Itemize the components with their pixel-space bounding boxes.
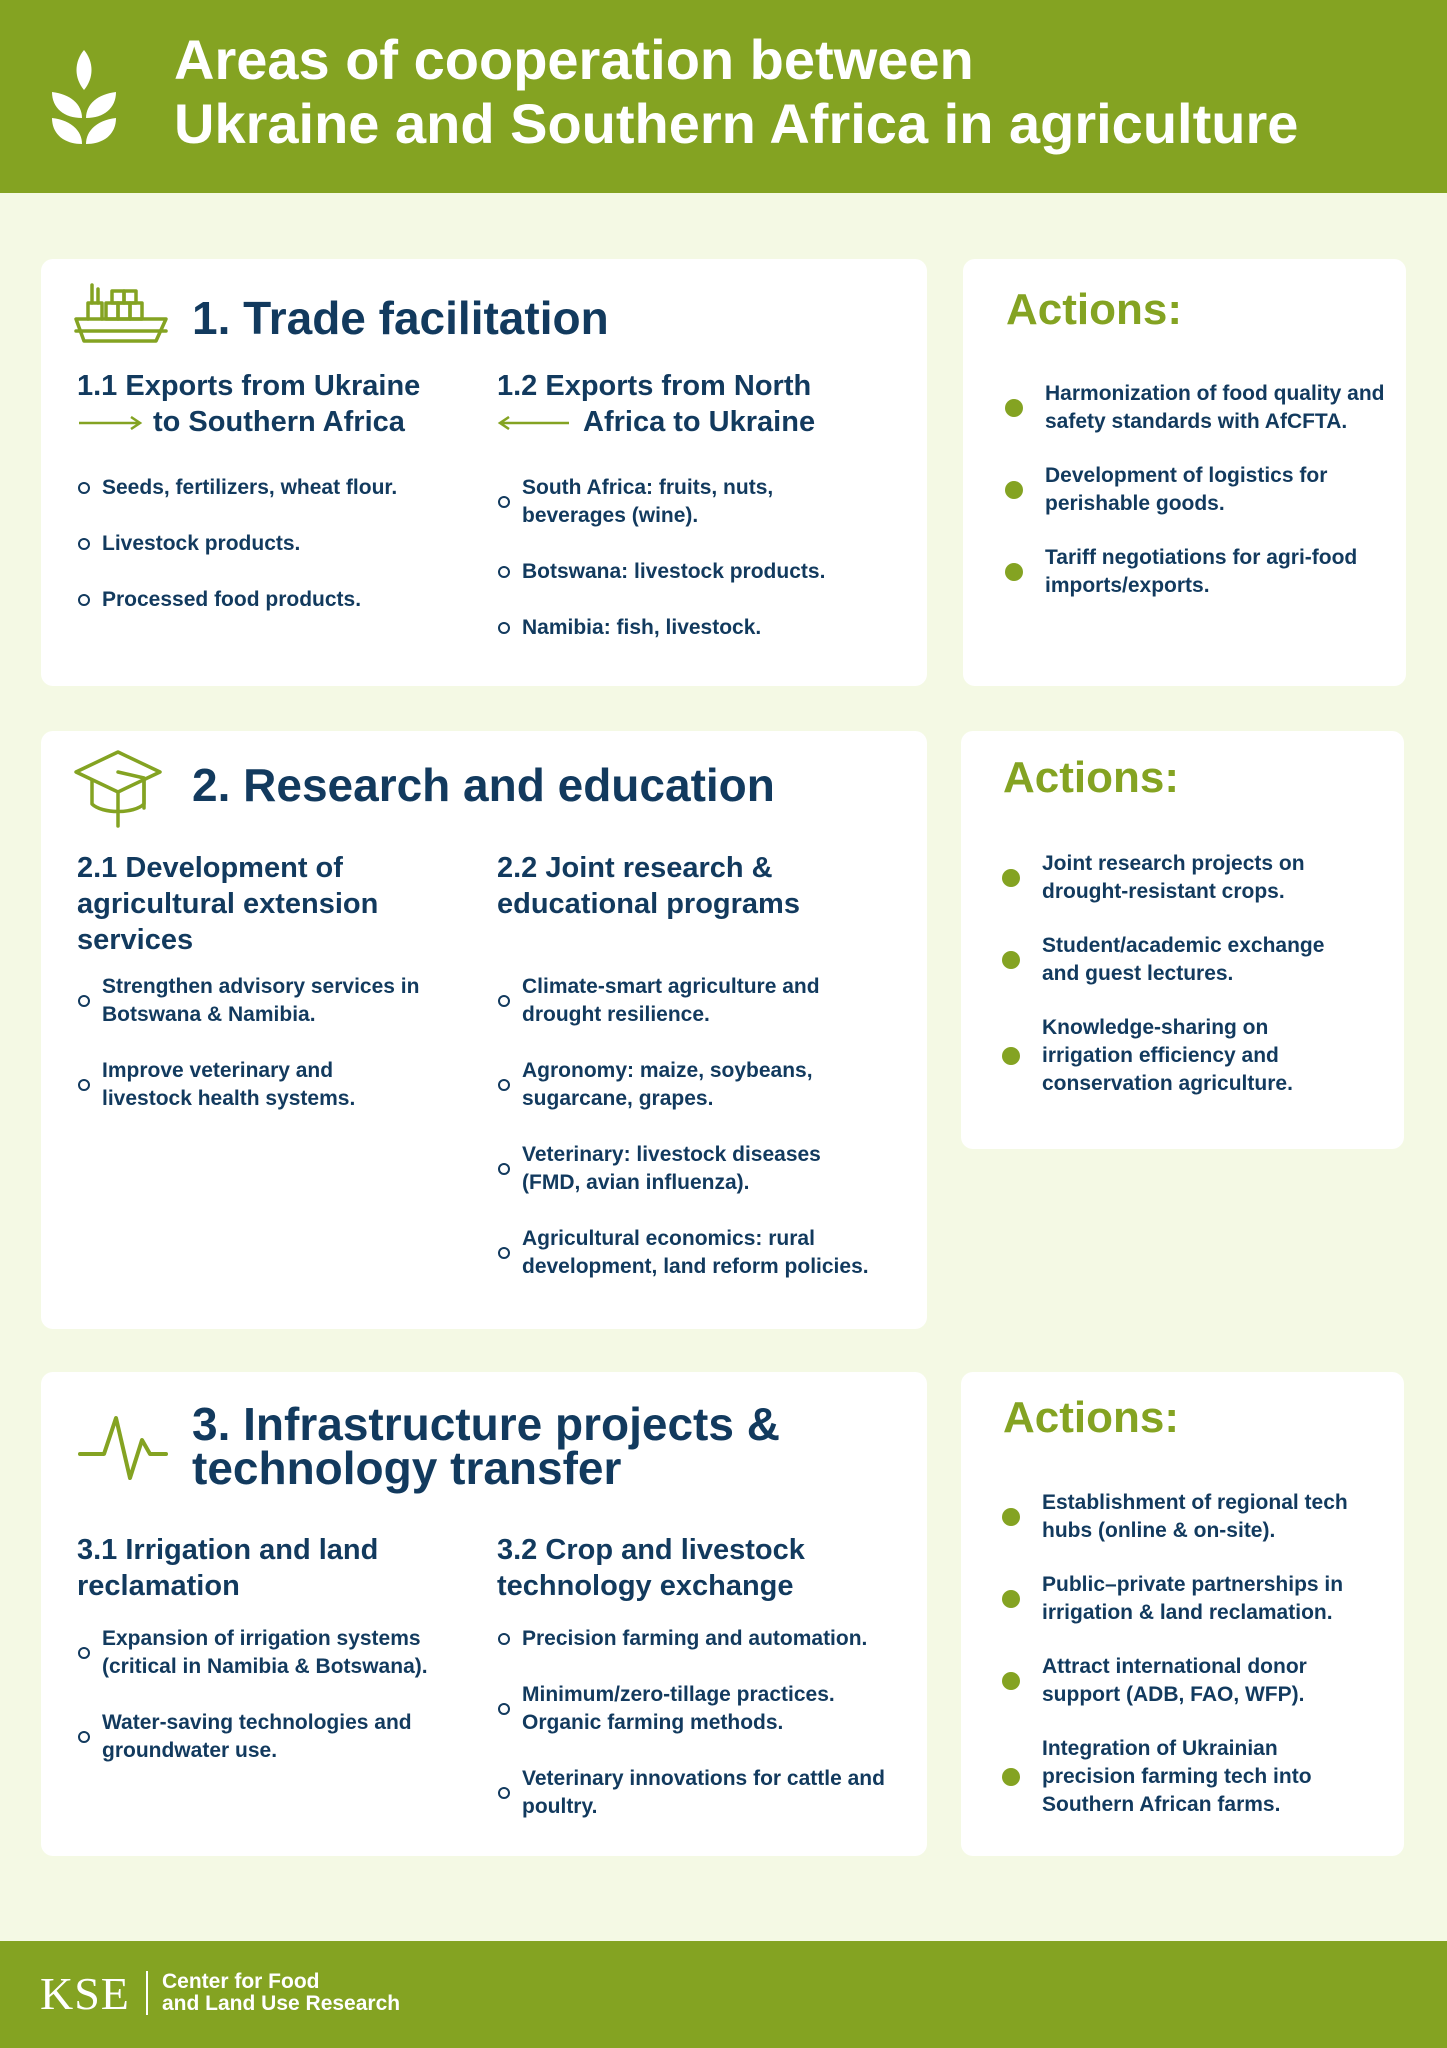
subsection-2-2-line2: educational programs bbox=[497, 888, 800, 920]
subsection-1-2-list bbox=[498, 474, 888, 642]
list-item: Veterinary: livestock diseases (FMD, avian influenza). bbox=[498, 1141, 882, 1197]
section-trade-actions-title: Actions: bbox=[1006, 285, 1182, 334]
subsection-3-2-line2: technology exchange bbox=[497, 1570, 794, 1602]
section-trade-actions-list bbox=[1005, 380, 1385, 600]
page-title-line1: Areas of cooperation between bbox=[174, 28, 974, 91]
subsection-1-2-heading bbox=[497, 368, 897, 440]
subsection-3-1-line1: 3.1 Irrigation and land bbox=[77, 1534, 379, 1566]
footer-divider bbox=[146, 1971, 148, 2015]
section-infrastructure-title-line2: technology transfer bbox=[192, 1442, 622, 1494]
footer-org-line1: Center for Food bbox=[162, 1970, 320, 1993]
header-banner bbox=[0, 0, 1447, 193]
action-item: Development of logistics for perishable goods. bbox=[1005, 462, 1385, 518]
pulse-line-icon bbox=[78, 1408, 168, 1488]
list-item: South Africa: fruits, nuts, beverages (wine). bbox=[498, 474, 822, 530]
arrow-left-icon bbox=[497, 416, 569, 430]
subsection-3-2-heading bbox=[497, 1532, 897, 1604]
subsection-2-1-list bbox=[78, 973, 448, 1113]
section-infrastructure-actions-title: Actions: bbox=[1003, 1393, 1179, 1442]
action-item: Joint research projects on drought-resistant crops. bbox=[1002, 850, 1332, 906]
footer-banner bbox=[0, 1941, 1447, 2048]
list-item: Botswana: livestock products. bbox=[498, 558, 888, 586]
arrow-right-icon bbox=[79, 416, 143, 430]
subsection-1-1-line1: 1.1 Exports from Ukraine bbox=[77, 370, 421, 402]
action-item: Tariff negotiations for agri-food imports/exports. bbox=[1005, 544, 1385, 600]
subsection-1-2-line1: 1.2 Exports from North bbox=[497, 370, 812, 402]
page-title bbox=[174, 28, 1414, 156]
action-item: Knowledge-sharing on irrigation efficiency and conservation agriculture. bbox=[1002, 1014, 1332, 1098]
action-item: Public–private partnerships in irrigation & land reclamation. bbox=[1002, 1571, 1382, 1627]
subsection-3-1-line2: reclamation bbox=[77, 1570, 240, 1602]
footer-org-name bbox=[162, 1971, 400, 2015]
list-item: Processed food products. bbox=[78, 586, 458, 614]
subsection-3-1-list bbox=[78, 1625, 478, 1765]
action-item: Student/academic exchange and guest lectures. bbox=[1002, 932, 1332, 988]
subsection-3-1-heading bbox=[77, 1532, 457, 1604]
section-infrastructure-actions-list bbox=[1002, 1489, 1382, 1819]
subsection-3-2-line1: 3.2 Crop and livestock bbox=[497, 1534, 805, 1566]
list-item: Namibia: fish, livestock. bbox=[498, 614, 888, 642]
subsection-2-2-line1: 2.2 Joint research & bbox=[497, 852, 773, 884]
subsection-1-2-line2: Africa to Ukraine bbox=[583, 406, 816, 438]
subsection-2-2-list bbox=[498, 973, 908, 1281]
subsection-1-1-heading bbox=[77, 368, 457, 440]
kse-logo: KSE bbox=[40, 1968, 130, 2019]
list-item: Minimum/zero-tillage practices. Organic farming methods. bbox=[498, 1681, 902, 1737]
list-item: Agricultural economics: rural development, land reform policies. bbox=[498, 1225, 922, 1281]
page-title-line2: Ukraine and Southern Africa in agriculture bbox=[174, 92, 1299, 155]
action-item: Integration of Ukrainian precision farming tech into Southern African farms. bbox=[1002, 1735, 1362, 1819]
subsection-2-1-line1: 2.1 Development of bbox=[77, 852, 343, 884]
subsection-2-2-heading bbox=[497, 850, 897, 922]
section-infrastructure-title bbox=[192, 1398, 780, 1494]
graduation-cap-icon bbox=[72, 748, 164, 830]
list-item: Water-saving technologies and groundwater use. bbox=[78, 1709, 482, 1765]
subsection-2-1-heading bbox=[77, 850, 457, 958]
section-trade-title: 1. Trade facilitation bbox=[192, 292, 609, 344]
list-item: Livestock products. bbox=[78, 530, 458, 558]
section-infrastructure-title-line1: 3. Infrastructure projects & bbox=[192, 1398, 780, 1450]
list-item: Veterinary innovations for cattle and poultry. bbox=[498, 1765, 902, 1821]
list-item: Expansion of irrigation systems (critical in Namibia & Botswana). bbox=[78, 1625, 482, 1681]
section-research-actions-list bbox=[1002, 850, 1332, 1098]
subsection-1-1-line2: to Southern Africa bbox=[153, 406, 405, 438]
action-item: Attract international donor support (ADB, FAO, WFP). bbox=[1002, 1653, 1362, 1709]
subsection-1-1-line2-wrap bbox=[77, 404, 457, 440]
wheat-icon bbox=[46, 48, 122, 148]
list-item: Strengthen advisory services in Botswana & Namibia. bbox=[78, 973, 448, 1029]
subsection-1-1-list bbox=[78, 474, 458, 614]
subsection-3-2-list bbox=[498, 1625, 908, 1821]
list-item: Improve veterinary and livestock health systems. bbox=[78, 1057, 402, 1113]
subsection-2-1-line3: services bbox=[77, 924, 194, 956]
section-research-title: 2. Research and education bbox=[192, 759, 775, 811]
subsection-1-2-line2-wrap bbox=[497, 404, 897, 440]
action-item: Establishment of regional tech hubs (online & on-site). bbox=[1002, 1489, 1362, 1545]
list-item: Seeds, fertilizers, wheat flour. bbox=[78, 474, 458, 502]
list-item: Precision farming and automation. bbox=[498, 1625, 908, 1653]
section-research-actions-title: Actions: bbox=[1003, 753, 1179, 802]
list-item: Agronomy: maize, soybeans, sugarcane, grapes. bbox=[498, 1057, 862, 1113]
subsection-2-1-line2: agricultural extension bbox=[77, 888, 379, 920]
list-item: Climate-smart agriculture and drought resilience. bbox=[498, 973, 882, 1029]
action-item: Harmonization of food quality and safety standards with AfCFTA. bbox=[1005, 380, 1385, 436]
footer-org-line2: and Land Use Research bbox=[162, 1992, 401, 2015]
cargo-ship-icon bbox=[72, 279, 170, 347]
